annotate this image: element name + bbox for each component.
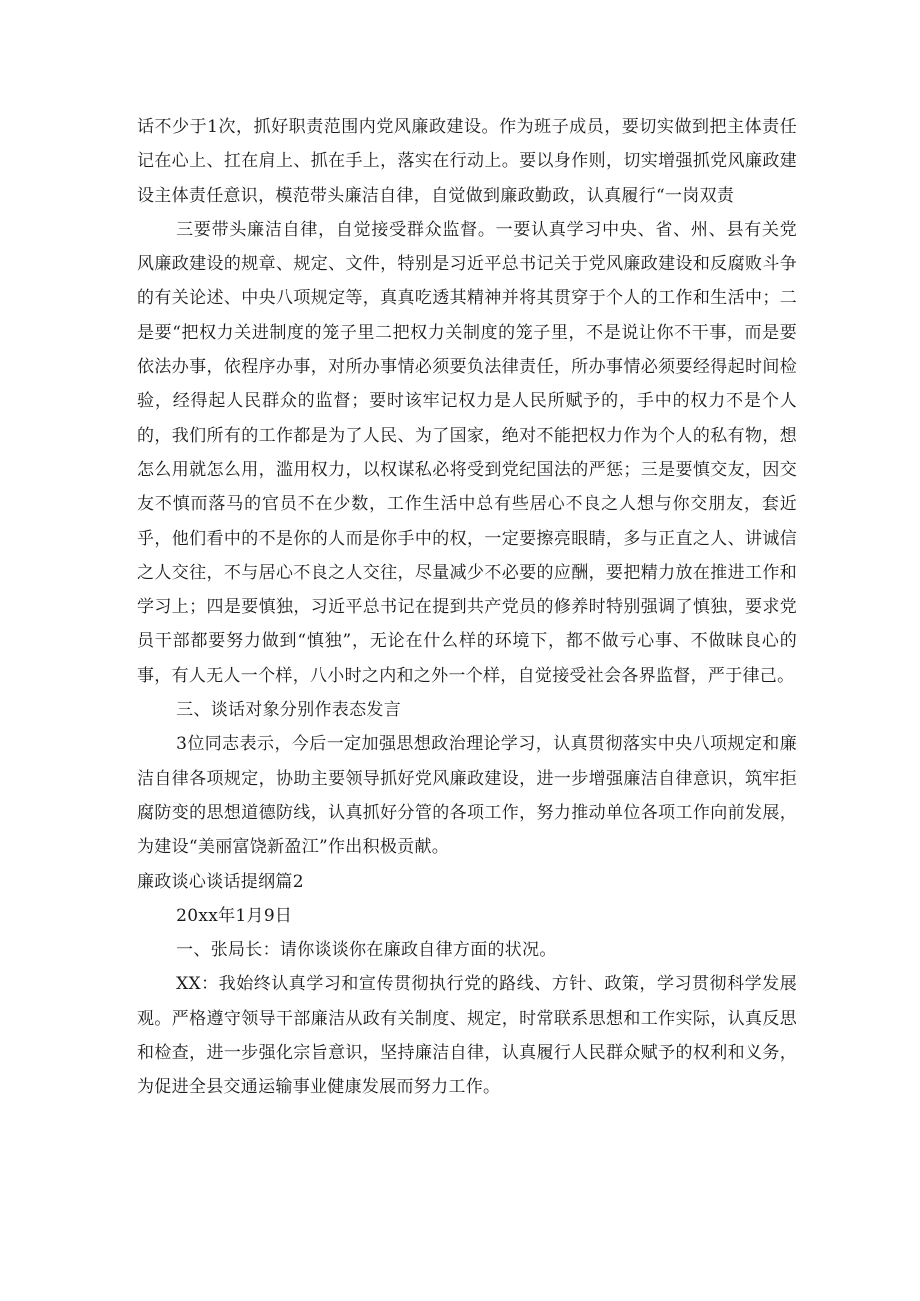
section-heading: 三、谈话对象分别作表态发言 <box>176 700 401 721</box>
document-page <box>137 110 797 1105</box>
body-paragraph: 3位同志表示，今后一定加强思想政治理论学习，认真贯彻落实中央八项规定和廉洁自律各项规定，协助主要领导抓好党风廉政建设，进一步增强廉洁自律意识，筑牢拒腐防变的思想道德防线，认真抓好分管的各项工作，努力推动单位各项工作向前发展，为建设“美丽富饶新盈江”作出积极贡献。 <box>137 734 797 858</box>
answer-paragraph: XX：我始终认真学习和宣传贯彻执行党的路线、方针、政策，学习贯彻科学发展观。严格遵守领导干部廉洁从政有关制度、规定，时常联系思想和工作实际，认真反思和检查，进一步强化宗旨意识，坚持廉洁自律，认真履行人民群众赋予的权利和义务，为促进全县交通运输事业健康发展而努力工作。 <box>137 974 797 1098</box>
body-paragraph: 话不少于1次，抓好职责范围内党风廉政建设。作为班子成员，要切实做到把主体责任记在心上、扛在肩上、抓在手上，落实在行动上。要以身作则，切实增强抓党风廉政建设主体责任意识，模范带头廉洁自律，自觉做到廉政勤政，认真履行“一岗双责 <box>137 117 797 206</box>
question-line: 一、张局长：请你谈谈你在廉政自律方面的状况。 <box>176 940 557 961</box>
body-paragraph: 三要带头廉洁自律，自觉接受群众监督。一要认真学习中央、省、州、县有关党风廉政建设的规章、规定、文件，特别是习近平总书记关于党风廉政建设和反腐败斗争的有关论述、中央八项规定等，真真吃透其精神并将其贯穿于个人的工作和生活中；二是要“把权力关进制度的笼子里二把权力关制度的笼子里，不是说让你不干事，而是要依法办事，依程序办事，对所办事情必须要负法律责任，所办事情必须要经得起时间检验，经得起人民群众的监督；要时该牢记权力是人民所赋予的，手中的权力不是个人的，我们所有的工作都是为了人民、为了国家，绝对不能把权力作为个人的私有物，想怎么用就怎么用，滥用权力，以权谋私必将受到党纪国法的严惩；三是要慎交友，因交友不慎而落马的官员不在少数，工作生活中总有些居心不良之人想与你交朋友，套近乎，他们看中的不是你的人而是你手中的权，一定要擦亮眼睛，多与正直之人、讲诚信之人交往，不与居心不良之人交往，尽量减少不必要的应酬，要把精力放在推进工作和学习上；四是要慎独，习近平总书记在提到共产党员的修养时特别强调了慎独，要求党员干部都要努力做到“慎独”，无论在什么样的环境下，都不做亏心事、不做昧良心的事，有人无人一个样，八小时之内和之外一个样，自觉接受社会各界监督，严于律己。 <box>137 219 797 686</box>
document-date: 20xx年1月9日 <box>176 905 293 926</box>
document-section-title: 廉政谈心谈话提纲篇2 <box>137 871 304 892</box>
